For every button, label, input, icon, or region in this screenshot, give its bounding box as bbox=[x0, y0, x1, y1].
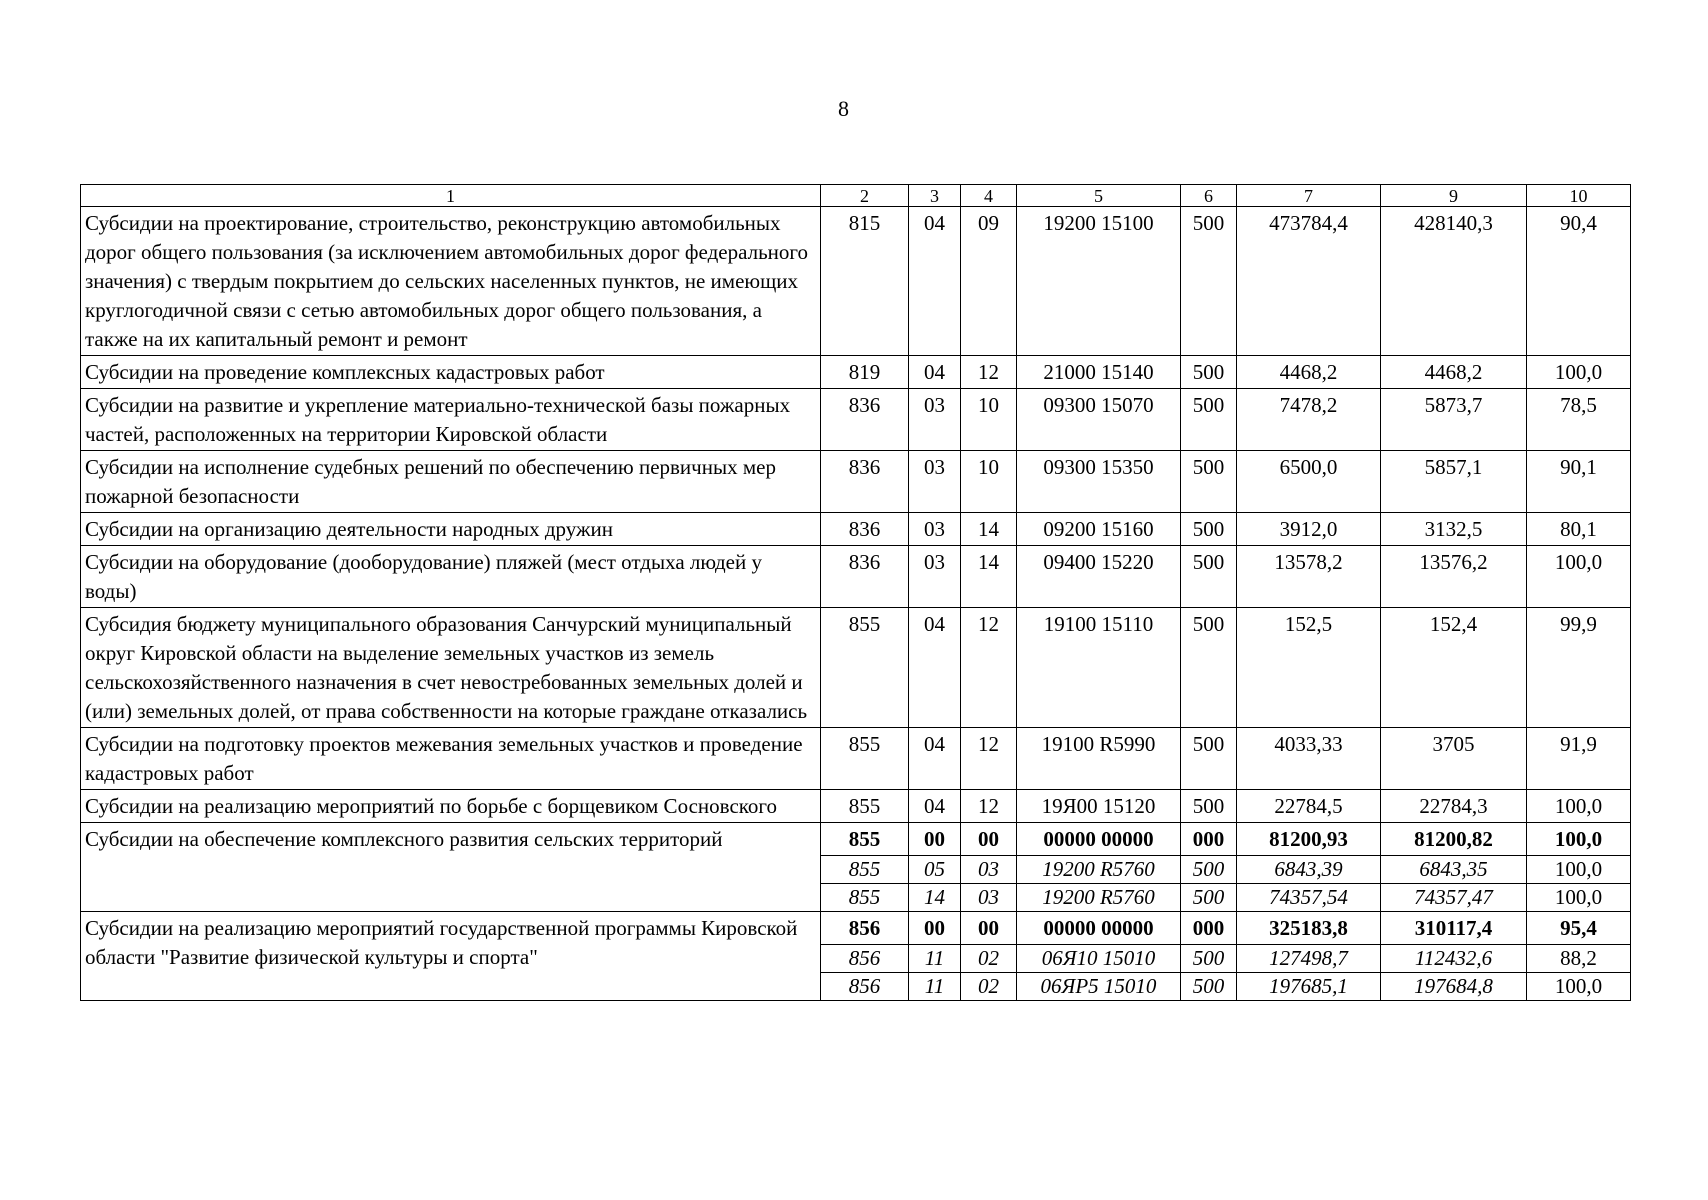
cell-col3: 03 bbox=[909, 513, 961, 546]
cell-col6: 500 bbox=[1181, 207, 1237, 356]
cell-col6: 500 bbox=[1181, 856, 1237, 884]
cell-col7: 4468,2 bbox=[1237, 356, 1381, 389]
cell-col9: 428140,3 bbox=[1381, 207, 1527, 356]
cell-col10: 100,0 bbox=[1527, 790, 1631, 823]
group-total-row bbox=[81, 823, 1631, 856]
row-description: Субсидия бюджету муниципального образования Санчурский муниципальный округ Кировской области на выделение земельных участков из земель сельскохозяйственного назначения в счет невостребованных земельных долей и (или) земельных долей, от права собственности на которые граждане отказались bbox=[81, 608, 821, 728]
cell-col3: 03 bbox=[909, 451, 961, 513]
column-header: 1 bbox=[81, 185, 821, 207]
cell-col7: 325183,8 bbox=[1237, 912, 1381, 945]
cell-col4: 02 bbox=[961, 945, 1017, 973]
cell-col2: 855 bbox=[821, 608, 909, 728]
cell-col3: 04 bbox=[909, 356, 961, 389]
cell-col2: 836 bbox=[821, 389, 909, 451]
table-row bbox=[81, 389, 1631, 451]
group-description: Субсидии на реализацию мероприятий государственной программы Кировской области "Развитие физической культуры и спорта" bbox=[81, 912, 821, 1001]
cell-col3: 03 bbox=[909, 546, 961, 608]
row-description: Субсидии на развитие и укрепление материально-технической базы пожарных частей, расположенных на территории Кировской области bbox=[81, 389, 821, 451]
cell-col2: 856 bbox=[821, 912, 909, 945]
cell-col4: 12 bbox=[961, 728, 1017, 790]
cell-col4: 14 bbox=[961, 513, 1017, 546]
cell-col7: 3912,0 bbox=[1237, 513, 1381, 546]
cell-col5: 06Я10 15010 bbox=[1017, 945, 1181, 973]
cell-col2: 856 bbox=[821, 945, 909, 973]
cell-col5: 09300 15350 bbox=[1017, 451, 1181, 513]
row-description: Субсидии на организацию деятельности народных дружин bbox=[81, 513, 821, 546]
table-row bbox=[81, 546, 1631, 608]
cell-col3: 00 bbox=[909, 823, 961, 856]
cell-col9: 81200,82 bbox=[1381, 823, 1527, 856]
table-row bbox=[81, 790, 1631, 823]
row-description: Субсидии на подготовку проектов межевания земельных участков и проведение кадастровых работ bbox=[81, 728, 821, 790]
cell-col7: 74357,54 bbox=[1237, 884, 1381, 912]
cell-col9: 74357,47 bbox=[1381, 884, 1527, 912]
row-description: Субсидии на исполнение судебных решений по обеспечению первичных мер пожарной безопасности bbox=[81, 451, 821, 513]
cell-col9: 13576,2 bbox=[1381, 546, 1527, 608]
cell-col5: 21000 15140 bbox=[1017, 356, 1181, 389]
cell-col3: 04 bbox=[909, 608, 961, 728]
cell-col7: 6843,39 bbox=[1237, 856, 1381, 884]
page-number: 8 bbox=[838, 96, 849, 121]
cell-col5: 09200 15160 bbox=[1017, 513, 1181, 546]
cell-col9: 3705 bbox=[1381, 728, 1527, 790]
column-header: 9 bbox=[1381, 185, 1527, 207]
column-header: 5 bbox=[1017, 185, 1181, 207]
cell-col10: 100,0 bbox=[1527, 546, 1631, 608]
cell-col2: 819 bbox=[821, 356, 909, 389]
cell-col10: 88,2 bbox=[1527, 945, 1631, 973]
table-row bbox=[81, 728, 1631, 790]
cell-col5: 06ЯР5 15010 bbox=[1017, 973, 1181, 1001]
cell-col7: 473784,4 bbox=[1237, 207, 1381, 356]
cell-col10: 100,0 bbox=[1527, 884, 1631, 912]
cell-col4: 12 bbox=[961, 790, 1017, 823]
cell-col5: 19200 R5760 bbox=[1017, 856, 1181, 884]
cell-col2: 855 bbox=[821, 856, 909, 884]
cell-col6: 500 bbox=[1181, 546, 1237, 608]
cell-col3: 11 bbox=[909, 945, 961, 973]
cell-col2: 855 bbox=[821, 728, 909, 790]
cell-col4: 12 bbox=[961, 356, 1017, 389]
cell-col6: 500 bbox=[1181, 389, 1237, 451]
cell-col5: 19200 15100 bbox=[1017, 207, 1181, 356]
row-description: Субсидии на реализацию мероприятий по борьбе с борщевиком Сосновского bbox=[81, 790, 821, 823]
cell-col6: 500 bbox=[1181, 945, 1237, 973]
cell-col3: 04 bbox=[909, 207, 961, 356]
cell-col7: 7478,2 bbox=[1237, 389, 1381, 451]
table-row bbox=[81, 451, 1631, 513]
cell-col7: 127498,7 bbox=[1237, 945, 1381, 973]
column-header: 7 bbox=[1237, 185, 1381, 207]
cell-col10: 91,9 bbox=[1527, 728, 1631, 790]
row-description: Субсидии на проведение комплексных кадастровых работ bbox=[81, 356, 821, 389]
cell-col3: 04 bbox=[909, 790, 961, 823]
cell-col2: 855 bbox=[821, 823, 909, 856]
table-row bbox=[81, 513, 1631, 546]
cell-col4: 12 bbox=[961, 608, 1017, 728]
column-header: 6 bbox=[1181, 185, 1237, 207]
cell-col2: 836 bbox=[821, 451, 909, 513]
cell-col5: 00000 00000 bbox=[1017, 823, 1181, 856]
cell-col4: 00 bbox=[961, 912, 1017, 945]
cell-col4: 10 bbox=[961, 451, 1017, 513]
cell-col9: 6843,35 bbox=[1381, 856, 1527, 884]
budget-table bbox=[80, 184, 1631, 1001]
cell-col9: 3132,5 bbox=[1381, 513, 1527, 546]
cell-col4: 03 bbox=[961, 884, 1017, 912]
column-header: 3 bbox=[909, 185, 961, 207]
cell-col5: 09300 15070 bbox=[1017, 389, 1181, 451]
cell-col9: 197684,8 bbox=[1381, 973, 1527, 1001]
cell-col3: 05 bbox=[909, 856, 961, 884]
cell-col7: 81200,93 bbox=[1237, 823, 1381, 856]
row-description: Субсидии на проектирование, строительство, реконструкцию автомобильных дорог общего пользования (за исключением автомобильных дорог федерального значения) с твердым покрытием до сельских населенных пунктов, не имеющих круглогодичной связи с сетью автомобильных дорог общего пользования, а также на их капитальный ремонт и ремонт bbox=[81, 207, 821, 356]
cell-col6: 500 bbox=[1181, 513, 1237, 546]
cell-col3: 03 bbox=[909, 389, 961, 451]
cell-col10: 78,5 bbox=[1527, 389, 1631, 451]
cell-col6: 500 bbox=[1181, 790, 1237, 823]
cell-col5: 19Я00 15120 bbox=[1017, 790, 1181, 823]
cell-col4: 09 bbox=[961, 207, 1017, 356]
column-header: 10 bbox=[1527, 185, 1631, 207]
cell-col2: 815 bbox=[821, 207, 909, 356]
cell-col7: 22784,5 bbox=[1237, 790, 1381, 823]
cell-col9: 310117,4 bbox=[1381, 912, 1527, 945]
cell-col5: 19200 R5760 bbox=[1017, 884, 1181, 912]
cell-col6: 500 bbox=[1181, 728, 1237, 790]
header-row bbox=[81, 185, 1631, 207]
cell-col5: 00000 00000 bbox=[1017, 912, 1181, 945]
cell-col7: 13578,2 bbox=[1237, 546, 1381, 608]
cell-col3: 04 bbox=[909, 728, 961, 790]
cell-col4: 02 bbox=[961, 973, 1017, 1001]
cell-col6: 500 bbox=[1181, 451, 1237, 513]
cell-col9: 5873,7 bbox=[1381, 389, 1527, 451]
cell-col10: 100,0 bbox=[1527, 856, 1631, 884]
cell-col10: 95,4 bbox=[1527, 912, 1631, 945]
cell-col2: 856 bbox=[821, 973, 909, 1001]
column-header: 4 bbox=[961, 185, 1017, 207]
cell-col9: 22784,3 bbox=[1381, 790, 1527, 823]
cell-col4: 14 bbox=[961, 546, 1017, 608]
cell-col4: 10 bbox=[961, 389, 1017, 451]
cell-col6: 500 bbox=[1181, 884, 1237, 912]
cell-col2: 836 bbox=[821, 546, 909, 608]
cell-col7: 197685,1 bbox=[1237, 973, 1381, 1001]
cell-col9: 4468,2 bbox=[1381, 356, 1527, 389]
cell-col7: 152,5 bbox=[1237, 608, 1381, 728]
cell-col5: 09400 15220 bbox=[1017, 546, 1181, 608]
cell-col6: 500 bbox=[1181, 973, 1237, 1001]
cell-col6: 000 bbox=[1181, 912, 1237, 945]
cell-col2: 855 bbox=[821, 790, 909, 823]
cell-col10: 100,0 bbox=[1527, 973, 1631, 1001]
cell-col7: 4033,33 bbox=[1237, 728, 1381, 790]
cell-col3: 11 bbox=[909, 973, 961, 1001]
group-description: Субсидии на обеспечение комплексного развития сельских территорий bbox=[81, 823, 821, 912]
cell-col3: 14 bbox=[909, 884, 961, 912]
cell-col10: 99,9 bbox=[1527, 608, 1631, 728]
cell-col4: 03 bbox=[961, 856, 1017, 884]
cell-col2: 855 bbox=[821, 884, 909, 912]
cell-col10: 80,1 bbox=[1527, 513, 1631, 546]
table-row bbox=[81, 608, 1631, 728]
row-description: Субсидии на оборудование (дооборудование) пляжей (мест отдыха людей у воды) bbox=[81, 546, 821, 608]
cell-col5: 19100 15110 bbox=[1017, 608, 1181, 728]
cell-col6: 500 bbox=[1181, 356, 1237, 389]
cell-col7: 6500,0 bbox=[1237, 451, 1381, 513]
cell-col2: 836 bbox=[821, 513, 909, 546]
cell-col4: 00 bbox=[961, 823, 1017, 856]
cell-col6: 000 bbox=[1181, 823, 1237, 856]
cell-col10: 90,1 bbox=[1527, 451, 1631, 513]
cell-col5: 19100 R5990 bbox=[1017, 728, 1181, 790]
cell-col10: 100,0 bbox=[1527, 356, 1631, 389]
cell-col9: 5857,1 bbox=[1381, 451, 1527, 513]
cell-col3: 00 bbox=[909, 912, 961, 945]
group-total-row bbox=[81, 912, 1631, 945]
cell-col9: 152,4 bbox=[1381, 608, 1527, 728]
cell-col6: 500 bbox=[1181, 608, 1237, 728]
cell-col9: 112432,6 bbox=[1381, 945, 1527, 973]
table-row bbox=[81, 207, 1631, 356]
table-row bbox=[81, 356, 1631, 389]
cell-col10: 100,0 bbox=[1527, 823, 1631, 856]
cell-col10: 90,4 bbox=[1527, 207, 1631, 356]
column-header: 2 bbox=[821, 185, 909, 207]
